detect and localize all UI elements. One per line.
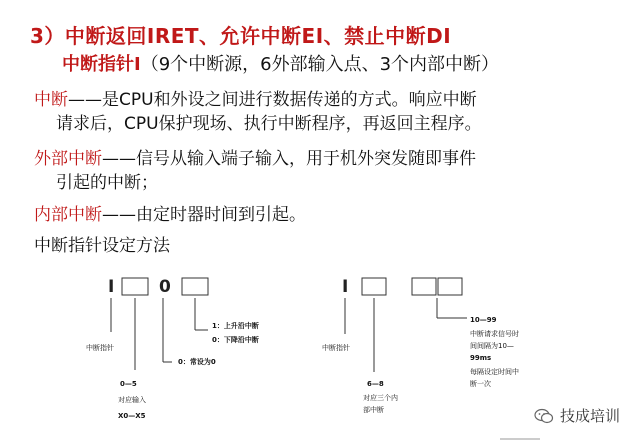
left-prefix-i: I [108,277,115,297]
watermark-text: 技成培训 [559,407,620,425]
left-label-edge-rising: 1：上升沿中断 [212,322,259,330]
paragraph-interrupt [34,88,482,136]
right-label-internal-1: 对应三个内 [363,394,398,402]
term-interrupt: 中断 [34,90,68,110]
right-prefix-i: I [342,277,349,297]
right-box-period-tens [412,278,436,295]
right-box-period-ones [438,278,462,295]
right-label-period-4: 每隔设定时间中 [470,368,519,376]
left-box-input [122,278,148,295]
right-label-period-3: 99ms [470,354,492,362]
paragraph-internal [34,203,306,227]
term-internal: 内部中断 [34,205,102,225]
paragraph-internal-line1: ——由定时器时间到引起。 [102,205,306,225]
paragraph-interrupt-line1: ——是CPU和外设之间进行数据传递的方式。响应中断 [68,90,477,110]
left-zero-digit: 0 [159,277,171,297]
paragraph-interrupt-line2: 请求后，CPU保护现场、执行中断程序，再返回主程序。 [56,114,482,134]
left-label-input: 对应输入 [118,396,146,404]
heading-sub [62,50,499,76]
right-label-period-2: 间间隔为10— [470,342,514,350]
left-label-edge-falling: 0：下降沿中断 [212,336,259,344]
paragraph-external [34,147,476,195]
paragraph-external-line2: 引起的中断； [56,173,158,193]
right-label-period-1: 中断请求信号时 [470,330,519,338]
paragraph-external-line1: ——信号从输入端子输入，用于机外突发随即事件 [102,149,476,169]
wechat-icon [534,408,554,424]
right-label-pointer: 中断指针 [322,344,350,352]
right-label-period-5: 断一次 [470,380,491,388]
left-label-x: X0—X5 [118,412,146,420]
left-box-edge [182,278,208,295]
heading-sub-rest: （9个中断源，6外部输入点、3个内部中断） [140,54,500,75]
right-label-range: 6—8 [367,380,384,388]
left-label-range: 0—5 [120,380,137,388]
watermark [534,405,620,426]
right-box-internal [362,278,386,295]
heading-main: 3）中断返回IRET、允许中断EI、禁止中断DI [30,24,452,48]
right-label-internal-2: 部中断 [363,406,384,414]
left-label-pointer: 中断指针 [86,344,114,352]
section-title: 中断指针设定方法 [34,236,170,256]
right-label-period: 10—99 [470,316,497,324]
term-external: 外部中断 [34,149,102,169]
left-label-zero: 0：常设为0 [178,358,216,366]
heading-sub-term: 中断指针I [62,54,141,75]
